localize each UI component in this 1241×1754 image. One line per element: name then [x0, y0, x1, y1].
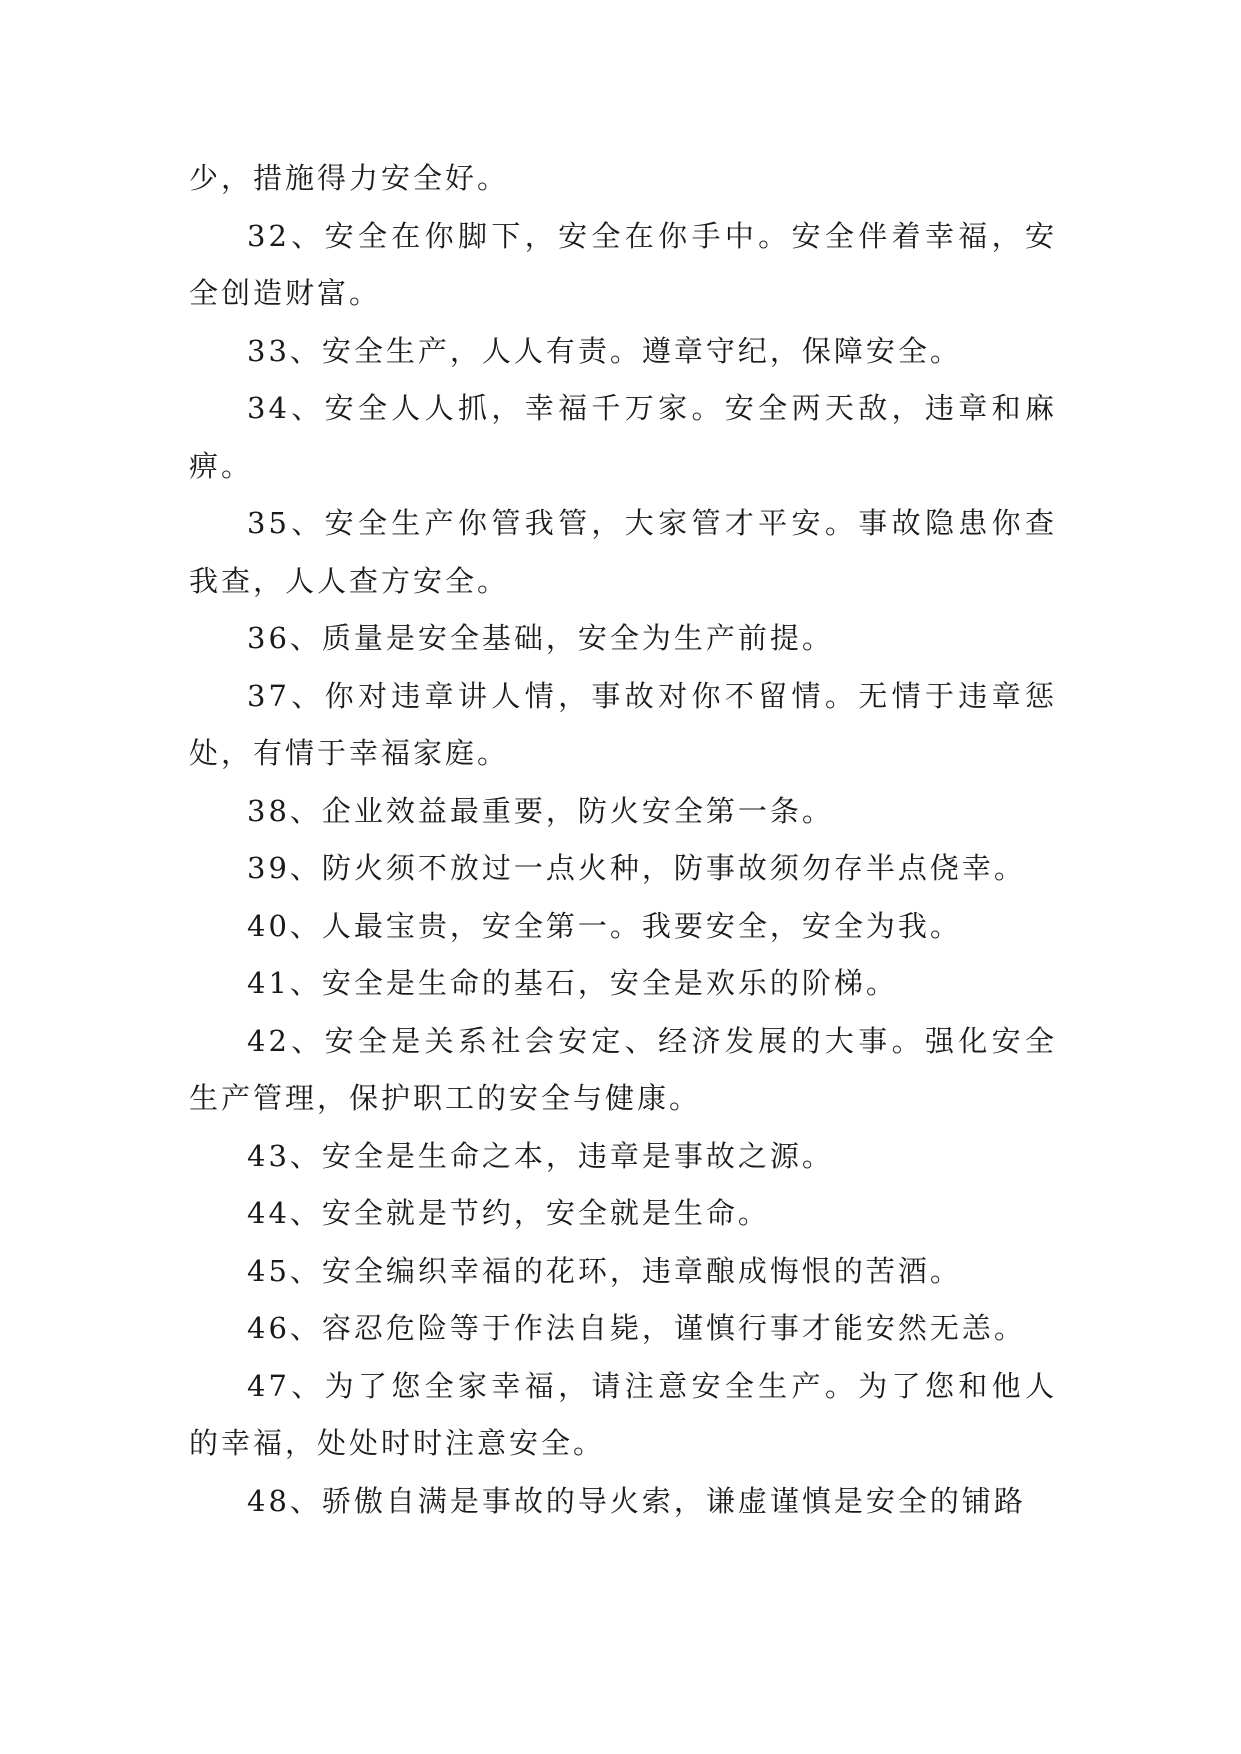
paragraph-47: 47、为了您全家幸福，请注意安全生产。为了您和他人的幸福，处处时时注意安全。: [189, 1368, 1057, 1460]
paragraph-36: 36、质量是安全基础，安全为生产前提。: [247, 621, 834, 655]
paragraph-39: 39、防火须不放过一点火种，防事故须勿存半点侥幸。: [247, 851, 1026, 885]
paragraph-43: 43、安全是生命之本，违章是事故之源。: [247, 1138, 834, 1173]
paragraph-46: 46、容忍危险等于作法自毙，谨慎行事才能安然无恙。: [247, 1311, 1026, 1345]
paragraph-34: 34、安全人人抓，幸福千万家。安全两天敌，违章和麻痹。: [189, 391, 1057, 483]
paragraph-continuation: 少，措施得力安全好。: [189, 161, 510, 195]
paragraph-40: 40、人最宝贵，安全第一。我要安全，安全为我。: [247, 908, 962, 943]
paragraph-32: 32、安全在你脚下，安全在你手中。安全伴着幸福，安全创造财富。: [189, 218, 1057, 310]
paragraph-44: 44、安全就是节约，安全就是生命。: [247, 1196, 770, 1230]
paragraph-33: 33、安全生产，人人有责。遵章守纪，保障安全。: [247, 333, 962, 368]
paragraph-38: 38、企业效益最重要，防火安全第一条。: [247, 793, 834, 828]
paragraph-37: 37、你对违章讲人情，事故对你不留情。无情于违章惩处，有情于幸福家庭。: [189, 678, 1057, 770]
paragraph-48: 48、骄傲自满是事故的导火索，谦虚谨慎是安全的铺路: [247, 1483, 1026, 1518]
body-text: [189, 150, 1057, 1530]
paragraph-42: 42、安全是关系社会安定、经济发展的大事。强化安全生产管理，保护职工的安全与健康。: [189, 1023, 1057, 1115]
paragraph-35: 35、安全生产你管我管，大家管才平安。事故隐患你查我查，人人查方安全。: [189, 506, 1057, 598]
paragraph-41: 41、安全是生命的基石，安全是欢乐的阶梯。: [247, 966, 898, 1000]
paragraph-45: 45、安全编织幸福的花环，违章酿成悔恨的苦酒。: [247, 1253, 962, 1288]
